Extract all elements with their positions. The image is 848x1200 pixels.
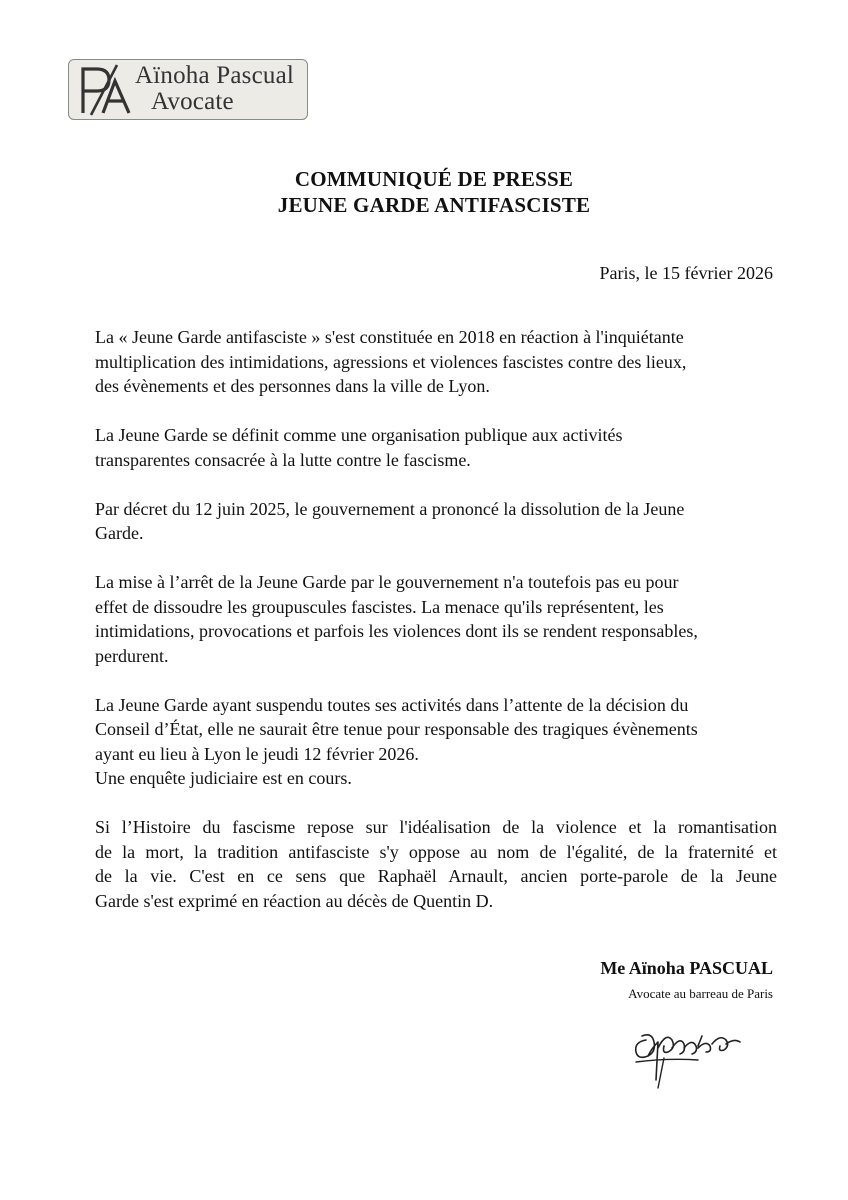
paragraph-6 <box>95 815 777 913</box>
handwritten-signature-icon <box>628 1018 748 1090</box>
text-line: ayant eu lieu à Lyon le jeudi 12 février 2026. <box>95 743 419 764</box>
text-line: multiplication des intimidations, agressions et violences fascistes contre des lieux, <box>95 351 687 372</box>
text-line: La mise à l’arrêt de la Jeune Garde par le gouvernement n'a toutefois pas eu pour <box>95 572 679 592</box>
pa-monogram-icon <box>77 63 133 117</box>
text-line: La « Jeune Garde antifasciste » s'est constituée en 2018 en réaction à l'inquiétante <box>95 327 684 347</box>
paragraph-2 <box>95 423 777 472</box>
law-firm-logo <box>68 59 308 120</box>
logo-lawyer-title: Avocate <box>151 88 234 115</box>
dateline: Paris, le 15 février 2026 <box>599 263 773 283</box>
text-line: transparentes consacrée à la lutte contre le fascisme. <box>95 449 471 470</box>
text-line: perdurent. <box>95 645 169 666</box>
paragraph-1 <box>95 325 777 399</box>
paragraph-4 <box>95 570 777 668</box>
text-line: La Jeune Garde se définit comme une organisation publique aux activités <box>95 425 623 445</box>
text-line: La Jeune Garde ayant suspendu toutes ses activités dans l’attente de la décision du <box>95 694 689 715</box>
text-line: Si l’Histoire du fascisme repose sur l'idéalisation de la violence et la romantisation <box>95 817 777 837</box>
text-line: de la mort, la tradition antifasciste s'y oppose au nom de l'égalité, de la fraternité et <box>95 841 777 862</box>
paragraph-5 <box>95 693 777 791</box>
text-line: Conseil d’État, elle ne saurait être tenue pour responsable des tragiques évènements <box>95 719 698 739</box>
signatory-title: Avocate au barreau de Paris <box>628 986 773 1001</box>
text-line: Garde s'est exprimé en réaction au décès de Quentin D. <box>95 890 494 911</box>
paragraph-3 <box>95 497 777 546</box>
logo-lawyer-name: Aïnoha Pascual <box>135 62 295 89</box>
text-line: des évènements et des personnes dans la ville de Lyon. <box>95 376 490 396</box>
document-title: COMMUNIQUÉ DE PRESSE <box>294 167 574 191</box>
text-line: Par décret du 12 juin 2025, le gouvernement a prononcé la dissolution de la Jeune <box>95 498 685 519</box>
text-line: effet de dissoudre les groupuscules fascistes. La menace qu'ils représentent, les <box>95 596 664 617</box>
text-line: Garde. <box>95 523 144 543</box>
text-line: Une enquête judiciaire est en cours. <box>95 768 352 788</box>
signatory-name: Me Aïnoha PASCUAL <box>600 958 773 978</box>
text-line: de la vie. C'est en ce sens que Raphaël Arnault, ancien porte-parole de la Jeune <box>95 866 777 886</box>
text-line: intimidations, provocations et parfois les violences dont ils se rendent responsables, <box>95 621 698 641</box>
document-subtitle: JEUNE GARDE ANTIFASCISTE <box>277 193 591 217</box>
press-release-body <box>95 325 777 938</box>
